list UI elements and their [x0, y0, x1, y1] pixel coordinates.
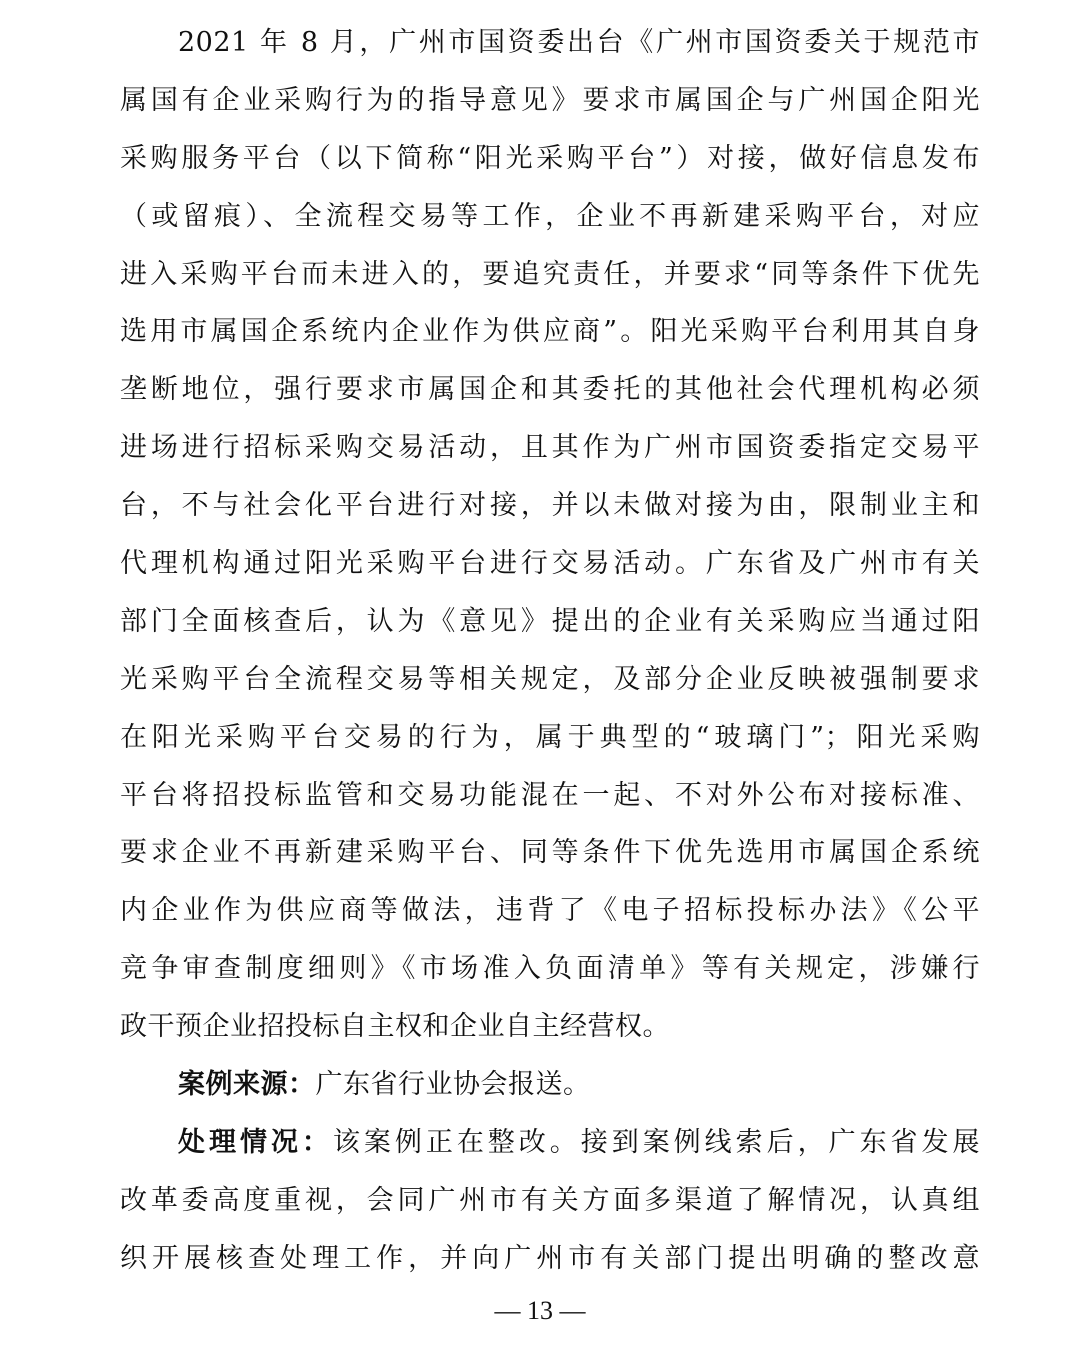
body-text [120, 14, 980, 1288]
paragraph-1-line-1: 2021 年 8 月，广州市国资委出台《广州市国资委关于规范市 [178, 27, 980, 58]
paragraph-1-line-11: 部门全面核查后，认为《意见》提出的企业有关采购应当通过阳 [120, 605, 980, 637]
handling-first-line-text: 该案例正在整改。接到案例线索后，广东省发展 [332, 1126, 981, 1158]
handling-line-1 [120, 1114, 980, 1172]
paragraph-1-line-12: 光采购平台全流程交易等相关规定，及部分企业反映被强制要求 [120, 663, 980, 695]
handling-line-2: 改革委高度重视，会同广州市有关方面多渠道了解情况，认真组 [120, 1184, 980, 1216]
paragraph-1-line-14: 平台将招投标监管和交易功能混在一起、不对外公布对接标准、 [120, 779, 980, 811]
page-number: — 13 — [494, 1296, 586, 1325]
paragraph-1-line-17: 竞争审查制度细则》《市场准入负面清单》等有关规定，涉嫌行 [120, 953, 980, 985]
paragraph-1-line-9: 台，不与社会化平台进行对接，并以未做对接为由，限制业主和 [120, 490, 980, 522]
paragraph-1-line-6: 选用市属国企系统内企业作为供应商”。阳光采购平台利用其自身 [120, 316, 980, 348]
paragraph-1-line-5: 进入采购平台而未进入的，要追究责任，并要求“同等条件下优先 [120, 258, 980, 290]
paragraph-1-line-18: 政干预企业招投标自主权和企业自主经营权。 [120, 1011, 670, 1043]
paragraph-1-line-13: 在阳光采购平台交易的行为，属于典型的“玻璃门”；阳光采购 [120, 721, 980, 753]
paragraph-1-line-2: 属国有企业采购行为的指导意见》要求市属国企与广州国企阳光 [120, 84, 980, 116]
handling-line-3: 织开展核查处理工作，并向广州市有关部门提出明确的整改意 [120, 1242, 980, 1274]
paragraph-1-line-15: 要求企业不再新建采购平台、同等条件下优先选用市属国企系统 [120, 837, 980, 869]
handling-label: 处理情况： [178, 1126, 333, 1158]
case-source-text: 广东省行业协会报送。 [315, 1069, 591, 1101]
paragraph-1-line-7: 垄断地位，强行要求市属国企和其委托的其他社会代理机构必须 [120, 374, 980, 406]
case-source-label: 案例来源： [178, 1069, 316, 1101]
paragraph-1-line-16: 内企业作为供应商等做法，违背了《电子招标投标办法》《公平 [120, 895, 980, 927]
paragraph-1-line-10: 代理机构通过阳光采购平台进行交易活动。广东省及广州市有关 [120, 548, 980, 580]
paragraph-1-line-3: 采购服务平台（以下简称“阳光采购平台”）对接，做好信息发布 [120, 142, 980, 174]
case-source-paragraph [120, 1056, 980, 1114]
paragraph-1-line-4: （或留痕）、全流程交易等工作，企业不再新建采购平台，对应 [120, 200, 980, 232]
paragraph-1-line-8: 进场进行招标采购交易活动，且其作为广州市国资委指定交易平 [120, 432, 980, 464]
